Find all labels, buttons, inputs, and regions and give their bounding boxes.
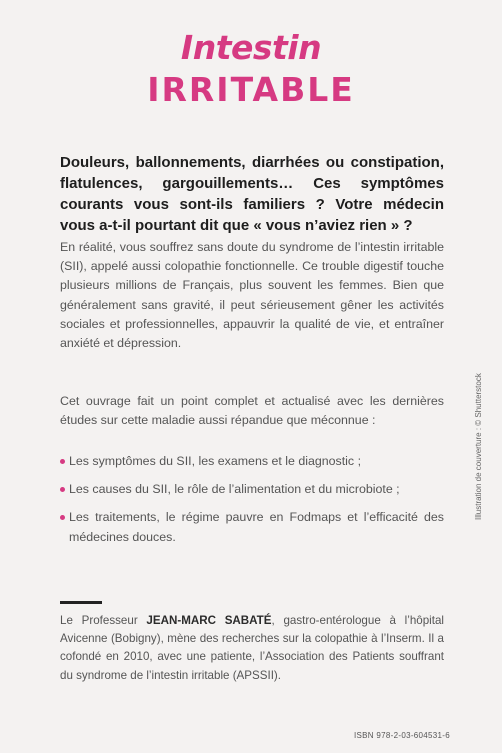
lead-paragraph: Douleurs, ballonnements, diarrhées ou constipation, flatulences, gargouillements… Ces symptômes courants vous sont-ils familiers ? Votre médecin vous a-t-il pourtant dit que « vous n’aviez rien » ? (60, 154, 444, 234)
author-name: JEAN-MARC SABATÉ (146, 614, 272, 627)
bio-prefix: Le Professeur (60, 614, 147, 627)
bullet-list (60, 452, 444, 556)
title-line-2: IRRITABLE (147, 70, 355, 109)
title-line-1: Intestin (180, 28, 322, 67)
isbn: ISBN 978-2-03-604531-6 (354, 731, 450, 740)
bullet-text: Les causes du SII, le rôle de l’alimentation et du microbiote ; (69, 482, 400, 497)
bullet-dot-icon (60, 487, 65, 492)
bullet-text: Les symptômes du SII, les examens et le diagnostic ; (69, 454, 362, 468)
bullet-dot-icon (60, 459, 65, 464)
cover-credit: Illustration de couverture : © Shutterstock (474, 373, 483, 520)
bullet-dot-icon (60, 515, 65, 520)
divider (60, 601, 102, 604)
bullet-item (60, 480, 444, 499)
bio-text: , gastro-entérologue à l’hôpital Avicenne (Bobigny), mène des recherches sur la colopathie à l’Inserm. Il a cofondé en 2010, avec une patiente, l’Association des Patients souffrant du syndrome de l’intestin irritable (APSSII). (60, 614, 444, 682)
bullet-item (60, 508, 444, 546)
body-paragraph-2: Cet ouvrage fait un point complet et actualisé avec les dernières études sur cette maladie aussi répandue que méconnue : (60, 394, 444, 428)
author-bio (60, 612, 444, 685)
body-paragraph-1: En réalité, vous souffrez sans doute du syndrome de l’intestin irritable (SII), appelé aussi colopathie fonctionnelle. Ce trouble digestif touche plusieurs millions de Français, plus souvent les femmes. Bien que généralement sans gravité, il peut sérieusement gêner les activités sociales et professionnelles, appauvrir la qualité de vie, et entraîner anxiété et dépression. (60, 240, 444, 351)
bullet-item (60, 452, 444, 471)
bullet-text: Les traitements, le régime pauvre en Fodmaps et l’efficacité des médecines douces. (69, 510, 444, 544)
